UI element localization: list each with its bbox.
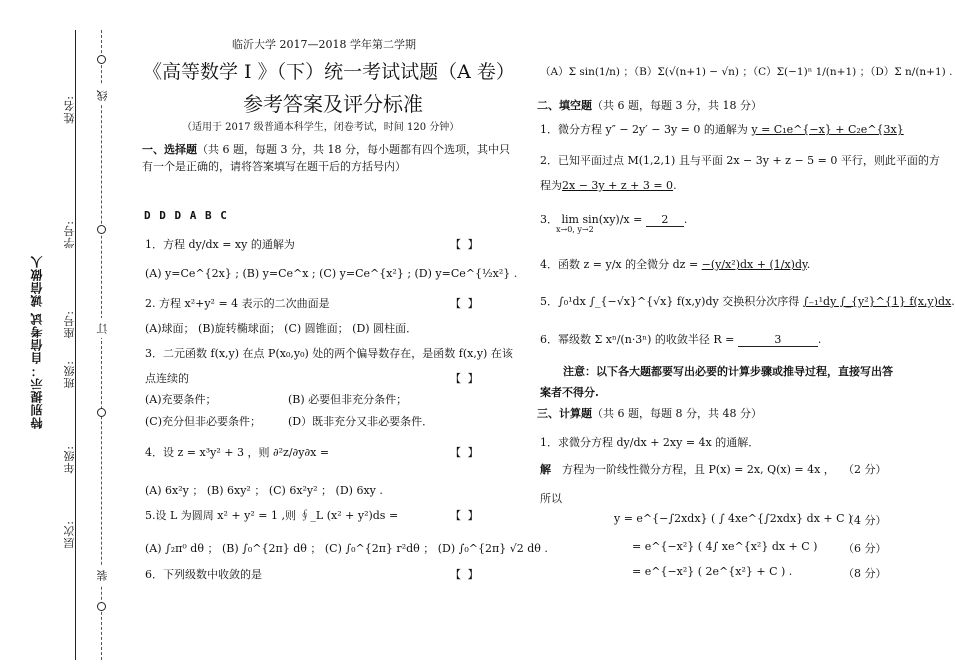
mc-question-5-options: (A) ∫₂π⁰ dθ ； (B) ∫₀^{2π} dθ ； (C) ∫₀^{2π} r²dθ ； (D) ∫₀^{2π} √2 dθ . (145, 542, 548, 555)
section2-heading: 二、填空题 (537, 99, 592, 112)
mc-question-1: 1．方程 dy/dx = xy 的通解为 (145, 238, 295, 251)
mc-question-1-options: (A) y=Ce^{2x} ; (B) y=Ce^x ; (C) y=Ce^{x²} ; (D) y=Ce^{½x²} . (145, 267, 518, 280)
answer-key-subtitle: 参考答案及评分标准 (243, 92, 423, 116)
section3-header (537, 405, 762, 421)
calc-question-1: 1．求微分方程 dy/dx + 2xy = 4x 的通解． (540, 436, 760, 449)
label-name: 姓名: (63, 95, 76, 124)
fill-answer-3: 2 (646, 213, 684, 227)
mc-question-4-options: (A) 6x²y ； (B) 6xy² ； (C) 6x²y² ； (D) 6xy . (145, 484, 383, 497)
section3-heading: 三、计算题 (537, 407, 592, 420)
label-seat-number: 座号: (63, 310, 76, 339)
fill-question-5: 5．∫₀¹dx ∫_{−√x}^{√x} f(x,y)dy 交换积分次序得 ∫₋₁¹dy ∫_{y²}^{1} f(x,y)dx. (540, 295, 955, 308)
mc-question-3-option-a: (A)充要条件； (145, 393, 217, 406)
fill-question-4: 4．函数 z = y/x 的全微分 dz = −(y/x²)dx + (1/x)dy. (540, 258, 811, 271)
section1-heading: 一、选择题 (142, 143, 197, 156)
solution-step-1: y = e^{−∫2xdx} ( ∫ 4xe^{∫2xdx} dx + C ) (614, 512, 853, 525)
fill-question-2: 2．已知平面过点 M(1,2,1) 且与平面 2x − 3y + z − 5 = 0 平行，则此平面的方 (540, 154, 940, 167)
fill-answer-6: 3 (738, 333, 818, 347)
points-8: （8 分） (843, 567, 887, 580)
answer-bracket: 【 】 (450, 238, 479, 251)
fill-answer-5: ∫₋₁¹dy ∫_{y²}^{1} f(x,y)dx (802, 295, 952, 308)
exam-title: 《高等数学 I 》（下）统一考试试题（A 卷） (143, 61, 515, 83)
answer-bracket: 【 】 (450, 446, 479, 459)
fill-answer-1: y = C₁e^{−x} + C₂e^{3x} (751, 123, 904, 136)
answer-bracket: 【 】 (450, 372, 479, 385)
fill-question-2-cont: 程为2x − 3y + z + 3 = 0. (540, 179, 677, 192)
fill-question-6: 6．幂级数 Σ xⁿ/(n·3ⁿ) 的收敛半径 R = 3 . (540, 333, 822, 346)
solution-so: 所以 (540, 492, 562, 505)
mc-question-3-option-d: (D）既非充分又非必要条件． (288, 415, 434, 428)
label-class: 班级: (63, 360, 76, 389)
instruction-notice: 注意：以下各大题都要写出必要的计算步骤或推导过程，直接写出答 (563, 365, 893, 378)
mc-question-3-cont: 点连续的 (145, 372, 189, 385)
fill-question-2-tail: 程为 (540, 179, 562, 192)
section3-intro: （共 6 题，每题 8 分，共 48 分） (592, 407, 762, 420)
exam-note: （适用于 2017 级普通本科学生，闭卷考试，时间 120 分钟） (182, 122, 460, 133)
binding-hole (97, 408, 106, 417)
mc-question-3-option-c: (C)充分但非必要条件； (145, 415, 261, 428)
multiple-choice-answers: D D D A B C (144, 209, 228, 222)
mc-question-2-options: (A)球面； (B)旋转椭球面； (C) 圆锥面； (D) 圆柱面． (145, 322, 418, 335)
mc-question-4: 4．设 z = x³y² + 3 ，则 ∂²z/∂y∂x = (145, 446, 330, 459)
fill-question-3-text: 3． lim sin(xy)/x = (540, 213, 643, 226)
mc-question-6: 6．下列级数中收敛的是 (145, 568, 262, 581)
solution-step-2: = e^{−x²} ( 4∫ xe^{x²} dx + C ) (632, 540, 818, 553)
margin-rule (75, 30, 76, 660)
solution-label: 解 (540, 463, 551, 476)
mc-question-5: 5.设 L 为圆周 x² + y² = 1 ,则 ∮_L (x² + y²)ds = (145, 509, 399, 522)
fill-question-1 (540, 121, 904, 137)
binding-hole (97, 55, 106, 64)
points-2: （2 分） (843, 463, 887, 476)
binding-marker-zhuang: 装 (95, 565, 111, 585)
section1-intro-line2: 有一个是正确的，请将答案填写在题干后的方括号内） (142, 160, 406, 173)
university-semester: 临沂大学 2017—2018 学年第二学期 (232, 38, 416, 51)
binding-hole (97, 602, 106, 611)
points-4: （4 分） (843, 514, 887, 527)
label-student-id: 学号: (63, 220, 76, 249)
mc-question-6-options: （A）Σ sin(1/n) ；（B）Σ(√(n+1) − √n) ；（C）Σ(−1)ⁿ 1/(n+1) ；（D）Σ n/(n+1) . (540, 66, 953, 78)
fill-question-5-text: 5．∫₀¹dx ∫_{−√x}^{√x} f(x,y)dy 交换积分次序得 (540, 295, 800, 308)
solution-line-1: 方程为一阶线性微分方程，且 P(x) = 2x, Q(x) = 4x ， (562, 463, 835, 476)
section2-intro: （共 6 题，每题 3 分，共 18 分） (592, 99, 762, 112)
instruction-notice-cont: 案者不得分. (540, 386, 599, 399)
fill-question-6-text: 6．幂级数 Σ xⁿ/(n·3ⁿ) 的收敛半径 R = (540, 333, 735, 346)
fill-answer-2: 2x − 3y + z + 3 = 0 (562, 179, 674, 192)
integrity-notice: 特别提示：自信考试 诚信做人 (30, 255, 44, 430)
section2-header (537, 97, 762, 113)
solution-step-3: = e^{−x²} ( 2e^{x²} + C ) . (632, 565, 793, 578)
binding-hole (97, 225, 106, 234)
label-level: 层次: (63, 520, 76, 549)
fill-question-1-text: 1．微分方程 y″ − 2y′ − 3y = 0 的通解为 (540, 123, 748, 136)
binding-marker-ding: 订 (95, 318, 111, 338)
mc-question-3: 3．二元函数 f(x,y) 在点 P(x₀,y₀) 处的两个偏导数存在，是函数 f(x,y) 在该 (145, 347, 513, 360)
section1-intro: （共 6 题，每题 3 分，共 18 分，每小题都有四个选项，其中只 (197, 143, 510, 156)
answer-bracket: 【 】 (450, 568, 479, 581)
answer-bracket: 【 】 (450, 297, 479, 310)
mc-question-2: 2. 方程 x²+y² = 4 表示的二次曲面是 (145, 297, 330, 310)
fill-question-4-text: 4．函数 z = y/x 的全微分 dz = (540, 258, 699, 271)
binding-marker-xian: 线 (95, 85, 111, 105)
fill-question-3: 3． lim sin(xy)/x = 2 . (540, 213, 688, 226)
points-6: （6 分） (843, 542, 887, 555)
fill-answer-4: −(y/x²)dx + (1/x)dy (701, 258, 807, 271)
label-grade: 年级: (63, 445, 76, 474)
mc-question-3-option-b: (B) 必要但非充分条件； (288, 393, 408, 406)
limit-subscript: x→0, y→2 (556, 225, 594, 234)
section1-header (142, 141, 510, 157)
answer-bracket: 【 】 (450, 509, 479, 522)
